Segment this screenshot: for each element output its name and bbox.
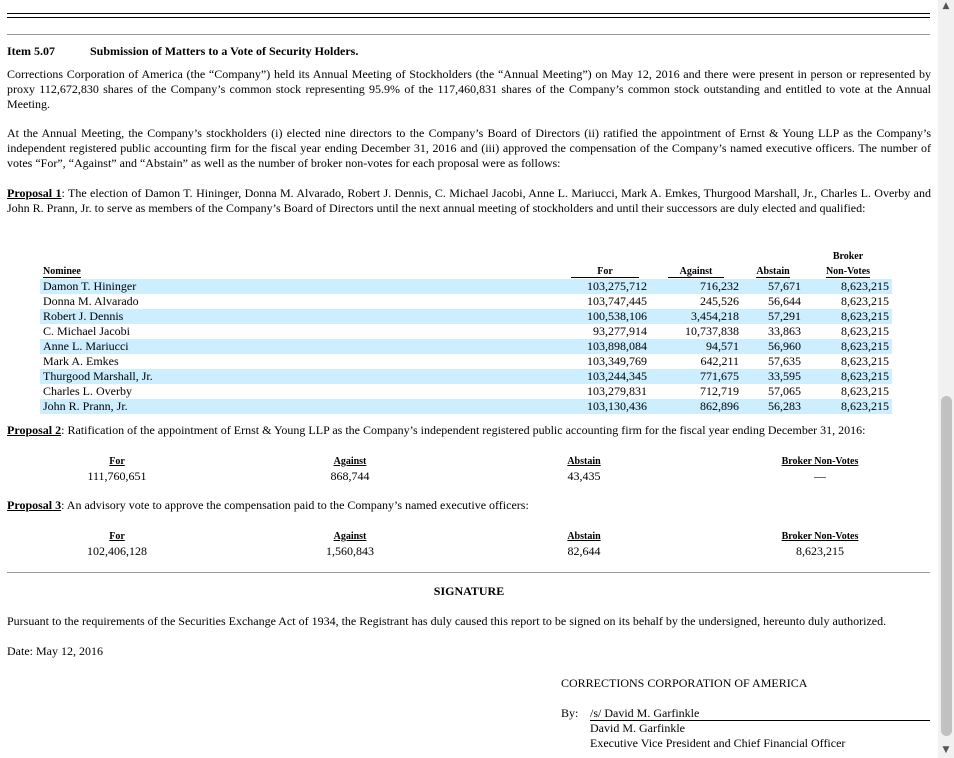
proposal-2-abstain-value: 43,435: [567, 469, 601, 483]
signature-heading: SIGNATURE: [433, 584, 505, 598]
cell-abstain: 57,671: [742, 279, 804, 294]
cell-against: 716,232: [650, 279, 742, 294]
cell-broker: 8,623,215: [841, 294, 889, 308]
cell-nominee: Thurgood Marshall, Jr.: [40, 369, 560, 384]
paragraph-summary: At the Annual Meeting, the Company’s stockholders (i) elected nine directors to the Company’s Board of Directors (ii) ratified the appointment of Ernst & Young LLP as the Company’s independent registered public accounting firm for the fiscal year ending December 31, 2016 and (iii) approved the compensation of the Company’s named executive officers. The number of votes “For”, “Against” and “Abstain” as well as the number of broker non-votes for each proposal were as follows:: [7, 126, 931, 170]
proposal-2-broker-value: —: [814, 469, 826, 483]
cell-nominee: Robert J. Dennis: [40, 309, 560, 324]
cell-for: 103,130,436: [560, 399, 650, 414]
signature-line: [590, 706, 930, 721]
signature-text: Pursuant to the requirements of the Securities Exchange Act of 1934, the Registrant has duly caused this report to be signed on its behalf by the undersigned, hereunto duly authorized.: [7, 614, 887, 628]
table-row: [40, 309, 892, 324]
cell-for: 103,898,084: [560, 339, 650, 354]
proposal-2-against-label: Against: [333, 456, 367, 467]
cell-for: 103,279,831: [587, 384, 647, 398]
cell-nominee: Charles L. Overby: [43, 384, 132, 398]
cell-abstain: 56,283: [742, 399, 804, 414]
signature-company: CORRECTIONS CORPORATION OF AMERICA: [561, 676, 808, 690]
cell-abstain: 33,595: [742, 369, 804, 384]
proposal-1-table: [40, 249, 892, 414]
proposal-1-intro: [7, 186, 931, 216]
proposal-2-abstain-label: Abstain: [567, 456, 601, 467]
cell-nominee: Anne L. Mariucci: [40, 339, 560, 354]
paragraph-meeting: Corrections Corporation of America (the “Company”) held its Annual Meeting of Stockholders (the “Annual Meeting”) on May 12, 2016 and there were present in person or represented by proxy 112,672,830 shares of the Company’s common stock representing 95.9% of the 117,460,831 shares of the Company’s common stock outstanding and entitled to vote at the Annual Meeting.: [7, 67, 931, 111]
signature-name: David M. Garfinkle: [590, 721, 685, 735]
proposal-3-against-value: 1,560,843: [326, 544, 374, 558]
vertical-scrollbar[interactable]: [938, 0, 954, 758]
header-non-votes: Non-Votes: [825, 266, 871, 277]
table-row: [40, 294, 892, 309]
cell-abstain: 56,644: [768, 294, 801, 308]
proposal-2-broker: [760, 455, 880, 483]
proposal-2-against-value: 868,744: [330, 469, 370, 483]
cell-against: 771,675: [650, 369, 742, 384]
table-row: [40, 399, 892, 414]
proposal-2-broker-label: Broker Non-Votes: [781, 456, 859, 467]
top-rule-3: [7, 34, 930, 35]
item-number: Item 5.07: [7, 44, 55, 58]
item-heading: [7, 44, 931, 59]
cell-abstain: 56,960: [742, 339, 804, 354]
proposal-3-against: [300, 530, 400, 558]
proposal-1-label: Proposal 1: [7, 186, 62, 200]
table-header-row-2: [40, 264, 892, 279]
proposal-3-for-value: 102,406,128: [87, 544, 147, 558]
proposal-3-broker-label: Broker Non-Votes: [781, 531, 859, 542]
cell-for: 103,349,769: [587, 354, 647, 368]
proposal-3-intro: [7, 498, 931, 513]
cell-broker: 8,623,215: [841, 324, 889, 338]
cell-nominee: C. Michael Jacobi: [43, 324, 130, 338]
proposal-2-text: : Ratification of the appointment of Ernst & Young LLP as the Company’s independent registered public accounting firm for the fiscal year ending December 31, 2016:: [61, 423, 866, 437]
proposal-2-for-value: 111,760,651: [87, 469, 147, 483]
cell-against: 862,896: [650, 399, 742, 414]
cell-for: 103,244,345: [560, 369, 650, 384]
header-for: For: [571, 266, 639, 278]
cell-broker: 8,623,215: [804, 309, 892, 324]
cell-broker: 8,623,215: [841, 354, 889, 368]
cell-nominee: Donna M. Alvarado: [43, 294, 139, 308]
proposal-3-broker: [760, 530, 880, 558]
proposal-2-against: [300, 455, 400, 483]
proposal-3-against-label: Against: [333, 531, 367, 542]
cell-for: 103,275,712: [560, 279, 650, 294]
header-abstain: Abstain: [756, 266, 790, 277]
table-header-row-1: [40, 249, 892, 264]
table-row: [40, 369, 892, 384]
signature-rule: [7, 572, 930, 573]
cell-nominee: Mark A. Emkes: [43, 354, 119, 368]
proposal-3-for-label: For: [109, 531, 125, 542]
cell-broker: 8,623,215: [804, 339, 892, 354]
scroll-down-icon[interactable]: ▼: [942, 745, 950, 755]
proposal-2-intro: [7, 423, 931, 438]
proposal-3-text: : An advisory vote to approve the compensation paid to the Company’s named executive officers:: [61, 498, 529, 512]
proposal-3-broker-value: 8,623,215: [796, 544, 844, 558]
cell-abstain: 57,291: [742, 309, 804, 324]
cell-abstain: 57,635: [768, 354, 801, 368]
header-broker: Broker: [832, 251, 864, 262]
cell-broker: 8,623,215: [804, 279, 892, 294]
header-nominee: Nominee: [43, 266, 81, 277]
table-row: [40, 339, 892, 354]
cell-against: 245,526: [700, 294, 739, 308]
cell-against: 712,719: [700, 384, 739, 398]
proposal-3-abstain: [534, 530, 634, 558]
top-rule-1: [7, 13, 930, 14]
proposal-1-text: : The election of Damon T. Hininger, Donna M. Alvarado, Robert J. Dennis, C. Michael Jacobi, Anne L. Mariucci, Mark A. Emkes, Thurgood Marshall, Jr., Charles L. Overby and John R. Prann, Jr. to serve as members of the Company’s Board of Directors until the next annual meeting of stockholders and until their successors are duly elected and qualified:: [7, 186, 931, 215]
signature-title: Executive Vice President and Chief Financial Officer: [590, 736, 846, 750]
table-row: [40, 279, 892, 294]
proposal-3-abstain-value: 82,644: [567, 544, 601, 558]
cell-against: 10,737,838: [685, 324, 739, 338]
proposal-2-for: [67, 455, 167, 483]
cell-nominee: John R. Prann, Jr.: [40, 399, 560, 414]
scroll-up-icon[interactable]: ▲: [942, 1, 950, 11]
cell-abstain: 57,065: [768, 384, 801, 398]
cell-for: 100,538,106: [560, 309, 650, 324]
cell-broker: 8,623,215: [841, 384, 889, 398]
cell-against: 94,571: [650, 339, 742, 354]
proposal-3-for: [67, 530, 167, 558]
item-title: Submission of Matters to a Vote of Security Holders.: [90, 44, 359, 58]
proposal-3-label: Proposal 3: [7, 498, 62, 512]
cell-for: 103,747,445: [587, 294, 647, 308]
proposal-3-abstain-label: Abstain: [567, 531, 601, 542]
header-against: Against: [668, 266, 725, 278]
cell-nominee: Damon T. Hininger: [40, 279, 560, 294]
signature-by-label: By:: [561, 706, 579, 720]
proposal-2-for-label: For: [109, 456, 125, 467]
scrollbar-thumb[interactable]: [941, 396, 952, 736]
table-row: [40, 324, 892, 339]
cell-against: 3,454,218: [650, 309, 742, 324]
cell-for: 93,277,914: [593, 324, 647, 338]
table-row: [40, 384, 892, 399]
cell-against: 642,211: [700, 354, 739, 368]
table-row: [40, 354, 892, 369]
top-rule-2: [7, 17, 930, 18]
signature-signed: /s/ David M. Garfinkle: [590, 706, 700, 720]
cell-broker: 8,623,215: [804, 399, 892, 414]
proposal-2-label: Proposal 2: [7, 423, 62, 437]
cell-abstain: 33,863: [768, 324, 801, 338]
proposal-2-abstain: [534, 455, 634, 483]
cell-broker: 8,623,215: [804, 369, 892, 384]
signature-date: Date: May 12, 2016: [7, 644, 103, 658]
